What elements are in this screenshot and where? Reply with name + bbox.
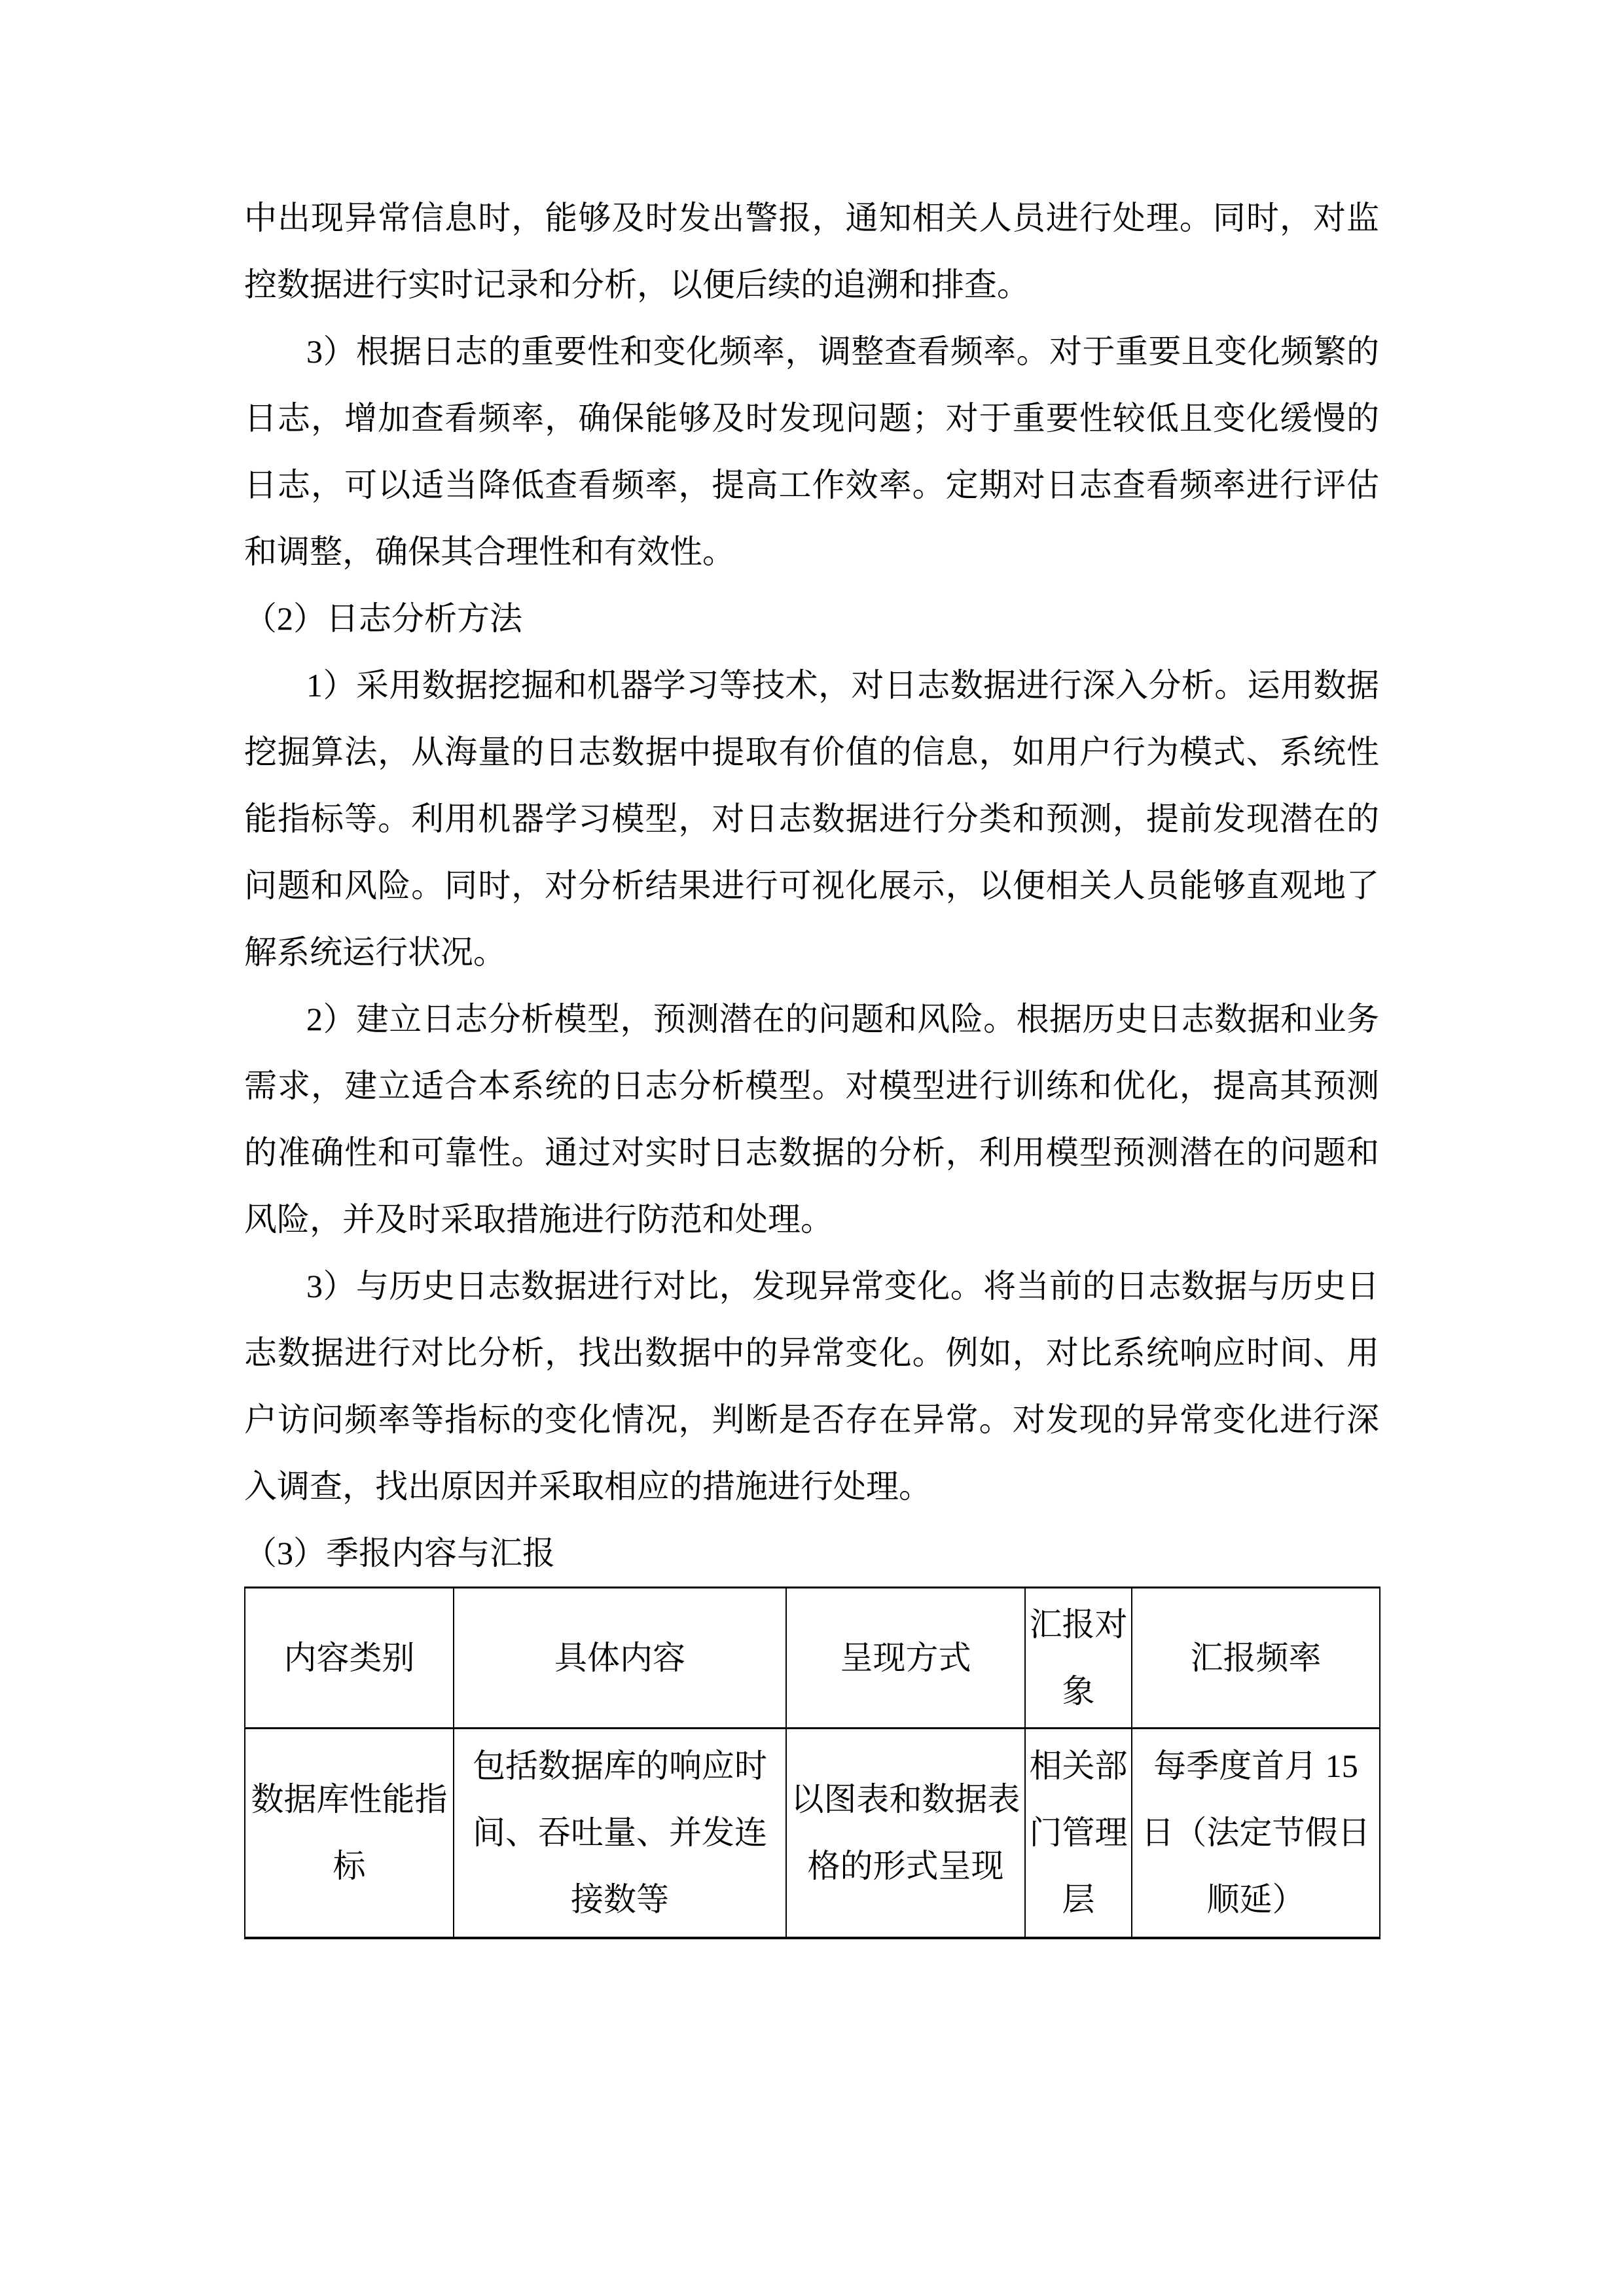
table-cell [454, 1729, 786, 1938]
text-line: 日志，增加查看频率，确保能够及时发现问题；对于重要性较低且变化缓慢的 [244, 400, 1379, 437]
cell-line-text: 间、吞吐量、并发连 [473, 1814, 767, 1852]
text-line: 志数据进行对比分析，找出数据中的异常变化。例如，对比系统响应时间、用 [244, 1335, 1379, 1371]
header-cell-line: 汇报对 [1029, 1606, 1128, 1643]
table-row [245, 1729, 1380, 1938]
text-line: 2）建立日志分析模型，预测潜在的问题和风险。根据历史日志数据和业务 [306, 1001, 1379, 1037]
text-line: 3）与历史日志数据进行对比，发现异常变化。将当前的日志数据与历史日 [306, 1268, 1379, 1304]
text-line: 1）采用数据挖掘和机器学习等技术，对日志数据进行深入分析。运用数据 [306, 667, 1379, 704]
text-line: （3）季报内容与汇报 [244, 1535, 555, 1571]
table-header-cell [1025, 1588, 1132, 1729]
text-line: 问题和风险。同时，对分析结果进行可视化展示，以便相关人员能够直观地了 [244, 867, 1379, 904]
text-line: 户访问频率等指标的变化情况，判断是否存在异常。对发现的异常变化进行深 [244, 1401, 1379, 1438]
header-cell-line: 具体内容 [554, 1640, 685, 1676]
cell-line-text: 顺延） [1206, 1881, 1305, 1918]
text-line: 入调查，找出原因并采取相应的措施进行处理。 [244, 1468, 931, 1505]
cell-line-text: 层 [1062, 1881, 1095, 1918]
cell-line-text: 相关部 [1029, 1748, 1128, 1785]
cell-line-text: 标 [333, 1848, 366, 1885]
text-line: 风险，并及时采取措施进行防范和处理。 [244, 1201, 833, 1238]
cell-line-text: 包括数据库的响应时 [473, 1748, 767, 1785]
header-cell-line: 呈现方式 [840, 1640, 971, 1676]
text-line: （2）日志分析方法 [244, 600, 522, 637]
text-line: 中出现异常信息时，能够及时发出警报，通知相关人员进行处理。同时，对监 [244, 200, 1379, 236]
table-header-cell [786, 1588, 1025, 1729]
text-line: 和调整，确保其合理性和有效性。 [244, 533, 735, 570]
header-cell-line: 象 [1062, 1673, 1095, 1710]
table-body [245, 1729, 1380, 1938]
cell-line-text: 每季度首月 15 [1153, 1748, 1358, 1785]
table-cell [245, 1729, 454, 1938]
table-cell [786, 1729, 1025, 1938]
cell-line-text: 门管理 [1029, 1814, 1128, 1852]
table-header-cell [1132, 1588, 1380, 1729]
text-line: 控数据进行实时记录和分析，以便后续的追溯和排查。 [244, 266, 1030, 303]
text-line: 能指标等。利用机器学习模型，对日志数据进行分类和预测，提前发现潜在的 [244, 800, 1379, 837]
document-content [244, 185, 1379, 1939]
table-header-cell [454, 1588, 786, 1729]
document-body [244, 185, 1379, 1587]
table-header-row [245, 1588, 1380, 1729]
cell-line-text: 日（法定节假日 [1141, 1814, 1371, 1852]
text-line: 3）根据日志的重要性和变化频率，调整查看频率。对于重要且变化频繁的 [306, 333, 1379, 370]
text-line: 解系统运行状况。 [244, 934, 506, 971]
quarterly-report-table [244, 1587, 1380, 1939]
text-line: 日志，可以适当降低查看频率，提高工作效率。定期对日志查看频率进行评估 [244, 467, 1379, 503]
text-line: 的准确性和可靠性。通过对实时日志数据的分析，利用模型预测潜在的问题和 [244, 1134, 1379, 1171]
cell-line-text: 格的形式呈现 [807, 1848, 1004, 1885]
text-line: 挖掘算法，从海量的日志数据中提取有价值的信息，如用户行为模式、系统性 [244, 734, 1379, 770]
table-cell [1025, 1729, 1132, 1938]
text-line: 需求，建立适合本系统的日志分析模型。对模型进行训练和优化，提高其预测 [244, 1067, 1379, 1104]
cell-line-text: 以图表和数据表 [791, 1781, 1020, 1818]
cell-line-text: 数据库性能指 [251, 1781, 448, 1818]
table-cell [1132, 1729, 1380, 1938]
header-cell-line: 内容类别 [283, 1640, 415, 1676]
header-cell-line: 汇报频率 [1190, 1640, 1322, 1676]
cell-line-text: 接数等 [571, 1881, 669, 1918]
table-header-cell [245, 1588, 454, 1729]
